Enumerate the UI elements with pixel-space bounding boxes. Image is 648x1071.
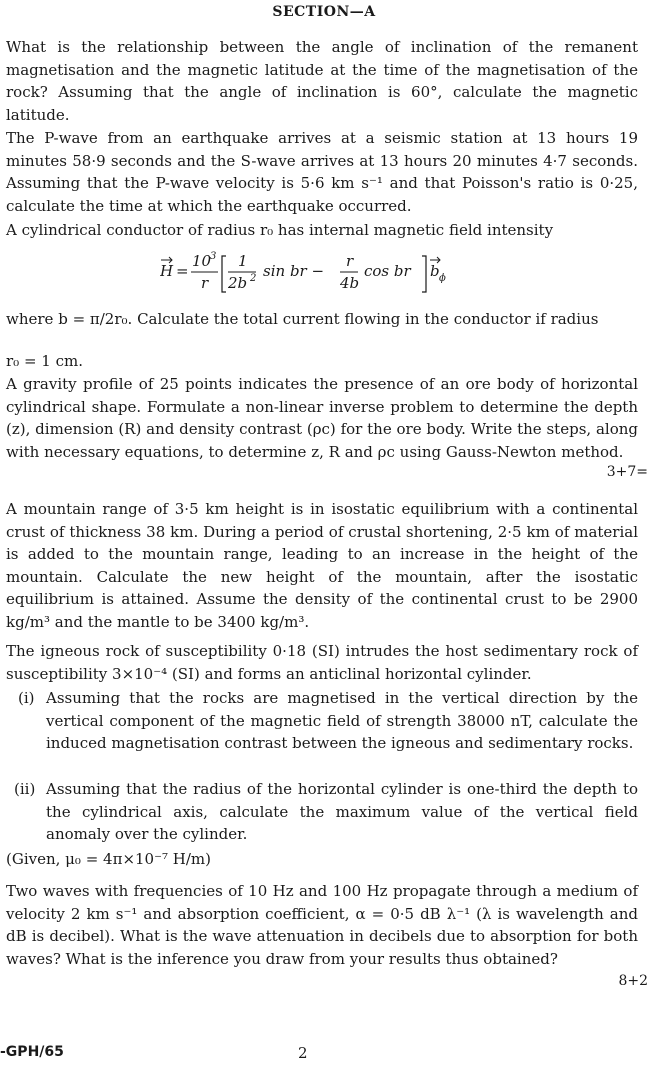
question-3-where: where b = π/2r₀. Calculate the total current flowing in the conductor if radius — [6, 310, 599, 328]
magnetic-field-formula — [160, 248, 500, 296]
question-6-ii: Assuming that the radius of the horizontal cylinder is one-third the depth to the cylindrical axis, calculate the maximum value of the vertical field anomaly over the cylinder. — [46, 780, 638, 843]
question-5: A mountain range of 3·5 km height is in isostatic equilibrium with a continental crust of thickness 38 km. During a period of crustal shortening, 2·5 km of material is added to the mountain range, leading to an increase in the height of the mountain. Calculate the new height of the mountain, after the isostatic equilibrium is attained. Assume the density of the continental crust to be 2900 kg/m³ and the mantle to be 3400 kg/m³. — [6, 500, 638, 631]
question-4-marks: 3+7= — [606, 464, 648, 480]
svg-text:1: 1 — [238, 252, 248, 270]
page-number: 2 — [298, 1044, 308, 1062]
svg-text:2b: 2b — [228, 274, 248, 292]
svg-text:cos br: cos br — [364, 262, 411, 280]
question-2: The P-wave from an earthquake arrives at a seismic station at 13 hours 19 minutes 58·9 seconds and the S-wave arrives at 13 hours 20 minutes 4·7 seconds. Assuming that the P-wave velocity is 5·6 km s⁻¹ and that Poisson's ratio is 0·25, calculate the time at which the earthquake occurred. — [6, 129, 638, 215]
question-6-ii-label: (ii) — [14, 780, 36, 798]
question-6-i: Assuming that the rocks are magnetised in the vertical direction by the vertical component of the magnetic field of strength 38000 nT, calculate the induced magnetisation contrast between the igneous and sedimentary rocks. — [46, 689, 638, 752]
svg-text:ϕ: ϕ — [439, 273, 446, 284]
question-4: A gravity profile of 25 points indicates the presence of an ore body of horizontal cylindrical shape. Formulate a non-linear inverse problem to determine the depth (z), dimension (R) and density contrast (ρc) for the ore body. Write the steps, along with necessary equations, to determine z, R and ρc using Gauss-Newton method. — [6, 375, 638, 461]
question-3-radius: r₀ = 1 cm. — [6, 352, 83, 370]
svg-text:10: 10 — [192, 252, 212, 270]
question-1: What is the relationship between the angle of inclination of the remanent magnetisation and the magnetic latitude at the time of the magnetisation of the rock? Assuming that the angle of inclination is 60°, calculate the magnetic latitude. — [6, 38, 638, 124]
svg-text:r: r — [346, 252, 354, 270]
question-7: Two waves with frequencies of 10 Hz and 100 Hz propagate through a medium of velocity 2 km s⁻¹ and absorption coefficient, α = 0·5 dB λ⁻¹ (λ is wavelength and dB is decibel). What is the wave attenuation in decibels due to absorption for both waves? What is the inference you draw from your results thus obtained? — [6, 882, 638, 968]
section-title: SECTION—A — [272, 4, 376, 20]
formula-graphic — [160, 248, 500, 296]
question-7-marks: 8+2 — [618, 973, 648, 989]
svg-text:2: 2 — [250, 273, 257, 284]
svg-text:4b: 4b — [340, 274, 360, 292]
question-6-given: (Given, μ₀ = 4π×10⁻⁷ H/m) — [6, 850, 212, 868]
svg-text:=: = — [176, 262, 189, 280]
svg-text:H: H — [160, 262, 174, 280]
question-6-i-label: (i) — [18, 689, 35, 707]
svg-text:3: 3 — [210, 251, 217, 262]
svg-text:r: r — [201, 274, 209, 292]
svg-text:sin br −: sin br − — [263, 262, 325, 280]
paper-code: -GPH/65 — [0, 1044, 64, 1060]
question-6-intro: The igneous rock of susceptibility 0·18 (SI) intrudes the host sedimentary rock of susceptibility 3×10⁻⁴ (SI) and forms an anticlinal horizontal cylinder. — [6, 642, 638, 683]
question-3-intro: A cylindrical conductor of radius r₀ has internal magnetic field intensity — [6, 221, 554, 239]
svg-text:b: b — [430, 262, 440, 280]
